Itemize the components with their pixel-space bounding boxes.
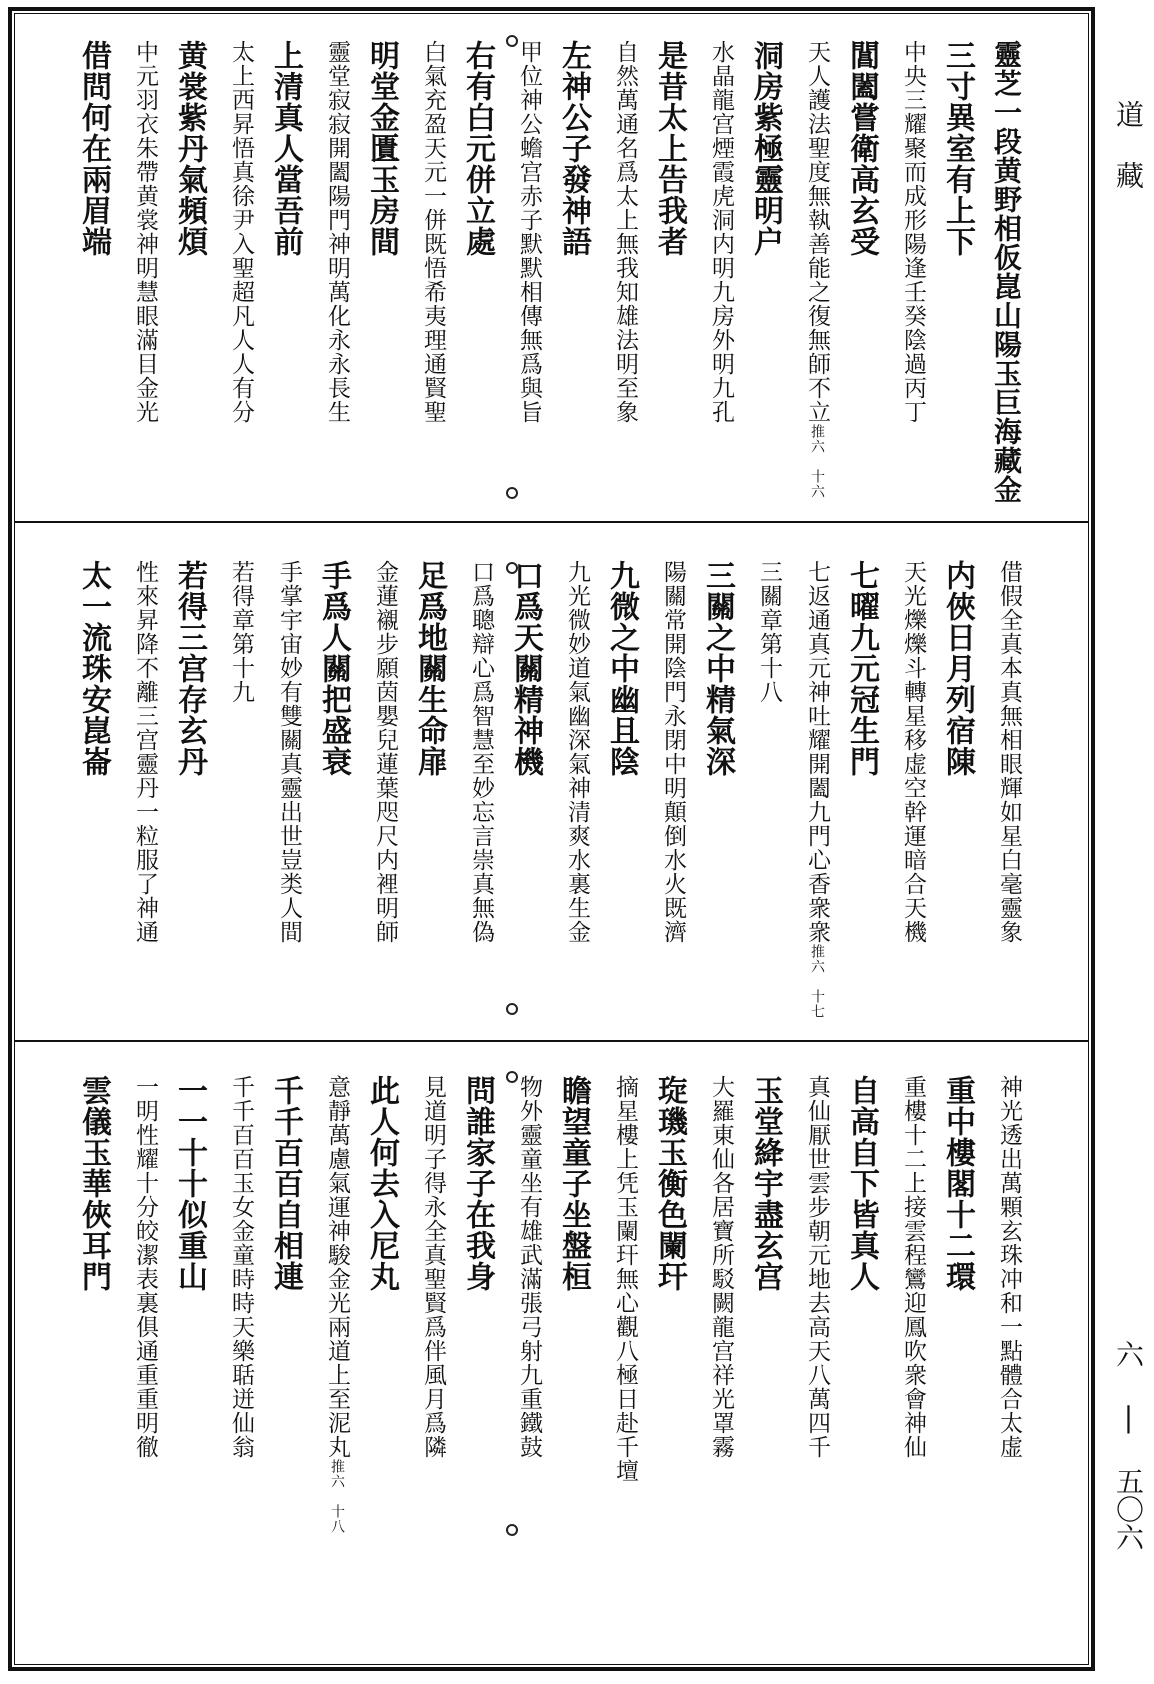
verse-line [932, 1075, 975, 1292]
commentary-line [884, 40, 924, 424]
verse-line [740, 1075, 783, 1292]
column-text: 一一十十似重山 [172, 1075, 207, 1292]
commentary-line [500, 40, 540, 424]
verse-line [68, 1075, 111, 1292]
verse-line [980, 40, 1023, 504]
column-text: 摘星樓上凭玉闌玕無心觀八極日赴千壇 [612, 1075, 638, 1483]
column-text: 千千百百自相連 [268, 1075, 303, 1292]
column-text: 太一流珠安崑崙 [76, 560, 111, 777]
column-text: 九光微妙道氣幽深氣神清爽水裏生金 [564, 560, 590, 944]
text-panel-bottom [64, 1075, 1024, 1595]
column-text: 三關之中精氣深 [700, 560, 735, 777]
commentary-line [692, 40, 732, 424]
column-text: 物外靈童坐有雄武滿張弓射九重鐵鼓 [516, 1075, 542, 1459]
circle-mark-icon [506, 35, 518, 47]
column-text: 真仙厭世雲步朝元地去高天八萬四千 [804, 1075, 830, 1459]
commentary-line [884, 560, 924, 944]
column-text: 若得三宫存玄丹 [172, 560, 207, 777]
column-text: 瞻望童子坐盤桓 [556, 1075, 591, 1292]
column-text: 靈芝一段黄野相仮崑山陽玉巨海藏金 [990, 40, 1023, 504]
column-text: 靈堂寂寂開闔陽門神明萬化永永長生 [324, 40, 350, 424]
commentary-line [404, 1075, 444, 1459]
column-text: 千千百百玉女金童時時天樂聒迸仙翁 [228, 1075, 254, 1459]
commentary-line [788, 40, 828, 499]
verse-line [452, 40, 495, 257]
column-text: 自然萬通名爲太上無我知雄法明至象 [612, 40, 638, 424]
column-text: 明堂金匱玉房間 [364, 40, 399, 257]
column-text: 上清真人當吾前 [268, 40, 303, 257]
column-text: 借問何在兩眉端 [76, 40, 111, 257]
commentary-line [404, 40, 444, 424]
column-text: 黄裳紫丹氣頻煩 [172, 40, 207, 257]
verse-line [404, 560, 447, 777]
verse-line [548, 40, 591, 257]
column-text: 三關章第十八 [756, 560, 782, 704]
circle-mark-icon [506, 1071, 518, 1083]
verse-line [164, 1075, 207, 1292]
verse-line [548, 1075, 591, 1292]
column-text: 大羅東仙各居寶所駁闕龍宫祥光罩霧 [708, 1075, 734, 1459]
commentary-line [116, 560, 156, 944]
verse-line [836, 560, 879, 777]
verse-line [836, 1075, 879, 1292]
commentary-line [692, 1075, 732, 1459]
commentary-line [260, 560, 300, 944]
column-text: 天人護法聖度無執善能之復無師不立 [804, 40, 830, 424]
column-text: 此人何去入尼丸 [364, 1075, 399, 1292]
column-text: 水晶龍宫煙霞虎洞内明九房外明九孔 [708, 40, 734, 424]
text-panel-middle [64, 560, 1024, 1030]
commentary-line [452, 560, 492, 944]
verse-line [164, 40, 207, 257]
circle-mark-icon [506, 1524, 518, 1536]
verse-line [260, 1075, 303, 1292]
column-text: 手掌宇宙妙有雙關真靈出世豈类人間 [276, 560, 302, 944]
column-text: 重樓十二上接雲程鸞迎鳳吹衆會神仙 [900, 1075, 926, 1459]
book-title: 道 藏 [1112, 100, 1145, 189]
column-text: 若得章第十九 [228, 560, 254, 704]
commentary-line [500, 1075, 540, 1459]
text-panel-top [64, 40, 1024, 510]
verse-line [260, 40, 303, 257]
column-text: 左神公子發神語 [556, 40, 591, 257]
column-text: 口爲聰辯心爲智慧至妙忘言崇真無偽 [468, 560, 494, 944]
verse-line [500, 560, 543, 777]
column-text: 中央三耀聚而成形陽逢壬癸陰過丙丁 [900, 40, 926, 424]
column-text: 内俠日月列宿陳 [940, 560, 975, 777]
column-text: 天光爍爍斗轉星移虚空幹運暗合天機 [900, 560, 926, 944]
column-text: 右有白元併立處 [460, 40, 495, 257]
circle-mark-icon [506, 487, 518, 499]
column-text: 借假全真本真無相眼輝如星白毫靈象 [996, 560, 1022, 944]
commentary-line [212, 40, 252, 424]
column-text: 甲位神公蟾宫赤子默默相傳無爲與旨 [516, 40, 542, 424]
column-text: 是昔太上告我者 [652, 40, 687, 257]
verse-line [932, 560, 975, 777]
column-text: 七曜九元冠生門 [844, 560, 879, 777]
commentary-line [212, 560, 252, 704]
verse-line [932, 40, 975, 257]
verse-line [596, 560, 639, 777]
column-text: 問誰家子在我身 [460, 1075, 495, 1292]
commentary-line [740, 560, 780, 704]
verse-line [740, 40, 783, 257]
column-note: 推六 十六 [809, 424, 825, 499]
column-text: 九微之中幽且陰 [604, 560, 639, 777]
verse-line [452, 1075, 495, 1292]
column-text: 三寸異室有上下 [940, 40, 975, 257]
column-text: 白氣充盈天元一併既悟希夷理通賢聖 [420, 40, 446, 424]
commentary-line [884, 1075, 924, 1459]
column-text: 見道明子得永全真聖賢爲伴風月爲隣 [420, 1075, 446, 1459]
column-text: 口爲天關精神機 [508, 560, 543, 777]
column-text: 一明性耀十分皎潔表裏俱通重重明徹 [132, 1075, 158, 1459]
column-text: 雲儀玉華俠耳門 [76, 1075, 111, 1292]
commentary-line [548, 560, 588, 944]
circle-mark-icon [506, 1003, 518, 1015]
commentary-line [116, 1075, 156, 1459]
column-text: 金蓮襯步願茵嬰兒蓮葉咫尺内裡明師 [372, 560, 398, 944]
commentary-line [644, 560, 684, 944]
column-text: 自高自下皆真人 [844, 1075, 879, 1292]
verse-line [308, 560, 351, 777]
column-note: 推六 十八 [329, 1459, 345, 1534]
column-text: 性來昇降不離三宫靈丹一粒服了神通 [132, 560, 158, 944]
column-text: 太上西昇悟真徐尹入聖超凡人人有分 [228, 40, 254, 424]
verse-line [644, 40, 687, 257]
commentary-line [308, 1075, 348, 1534]
commentary-line [980, 1075, 1020, 1459]
verse-line [356, 1075, 399, 1292]
commentary-line [596, 40, 636, 424]
commentary-line [356, 560, 396, 944]
circle-mark-icon [506, 562, 518, 574]
verse-line [692, 560, 735, 777]
panel-divider-1 [14, 521, 1089, 523]
verse-line [68, 40, 111, 257]
column-text: 神光透出萬顆玄珠冲和一點體合太虚 [996, 1075, 1022, 1459]
panel-divider-2 [14, 1040, 1089, 1042]
column-text: 意靜萬慮氣運神駿金光兩道上至泥丸 [324, 1075, 350, 1459]
column-text: 手爲人關把盛衰 [316, 560, 351, 777]
commentary-line [980, 560, 1020, 944]
column-text: 洞房紫極靈明户 [748, 40, 783, 257]
commentary-line [212, 1075, 252, 1459]
verse-line [68, 560, 111, 777]
commentary-line [788, 1075, 828, 1459]
commentary-line [596, 1075, 636, 1483]
column-text: 閶闔嘗衛高玄受 [844, 40, 879, 257]
column-text: 琁璣玉衡色闌玕 [652, 1075, 687, 1292]
commentary-line [788, 560, 828, 1019]
column-text: 重中樓閣十二環 [940, 1075, 975, 1292]
column-note: 推六 十七 [809, 944, 825, 1019]
verse-line [836, 40, 879, 257]
column-text: 陽關常開陰門永閉中明顛倒水火既濟 [660, 560, 686, 944]
commentary-line [308, 40, 348, 424]
column-text: 七返通真元神吐耀開闔九門心香衆衆 [804, 560, 830, 944]
column-text: 中元羽衣朱帶黄裳神明慧眼滿目金光 [132, 40, 158, 424]
column-text: 玉堂絳宇盡玄宫 [748, 1075, 783, 1292]
column-text: 足爲地關生命扉 [412, 560, 447, 777]
commentary-line [116, 40, 156, 424]
verse-line [164, 560, 207, 777]
verse-line [356, 40, 399, 257]
verse-line [644, 1075, 687, 1292]
page-number: 六 | 五〇六 [1112, 1340, 1145, 1551]
